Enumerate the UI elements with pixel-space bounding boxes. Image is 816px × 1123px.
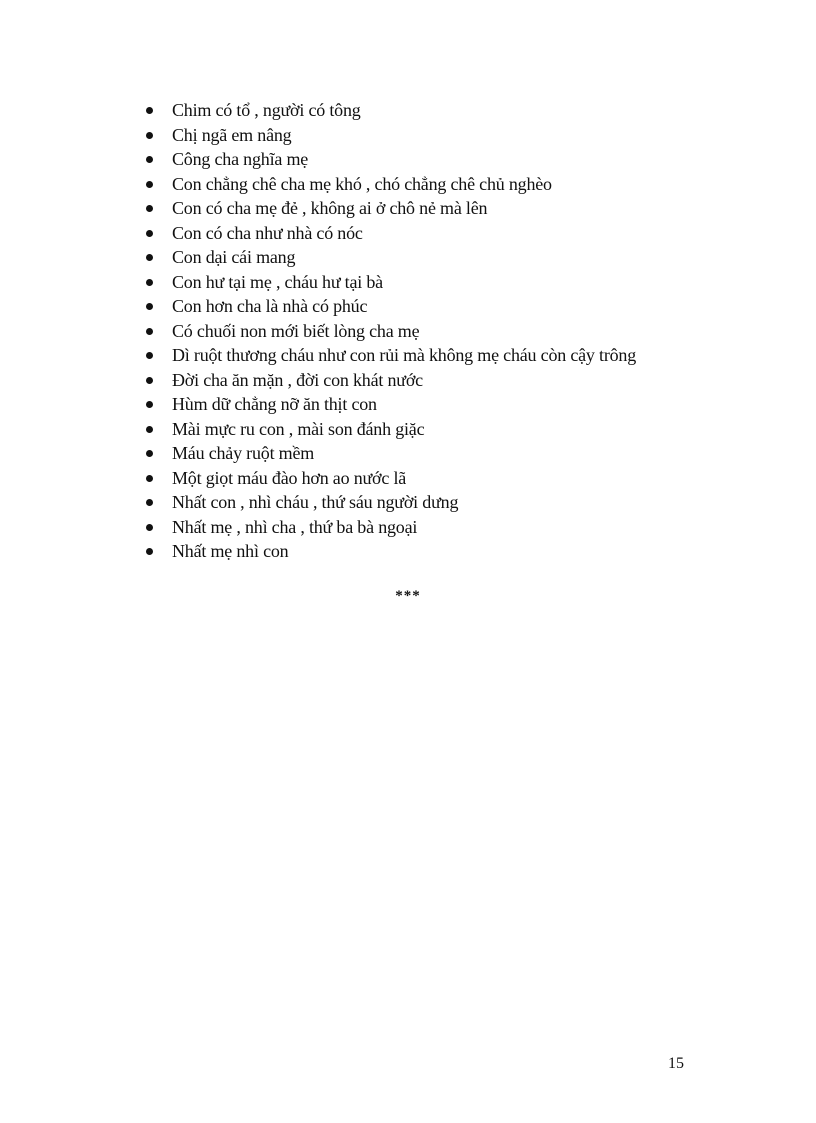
proverb-text: Dì ruột thương cháu như con rủi mà không mẹ cháu còn cậy trông [172, 345, 637, 365]
bullet-icon [146, 450, 153, 457]
proverb-text: Con hư tại mẹ , cháu hư tại bà [172, 271, 383, 292]
bullet-icon [146, 524, 153, 531]
proverb-item [146, 515, 676, 540]
proverb-text: Nhất mẹ nhì con [172, 541, 289, 561]
proverb-text: Mài mực ru con , mài son đánh giặc [172, 418, 425, 439]
proverb-text: Công cha nghĩa mẹ [172, 149, 309, 169]
proverb-text: Chim có tổ , người có tông [172, 100, 361, 120]
proverb-item [146, 490, 676, 515]
proverb-item [146, 294, 676, 319]
proverb-text: Con chẳng chê cha mẹ khó , chó chẳng chê chủ nghèo [172, 173, 552, 194]
proverb-item [146, 319, 676, 344]
section-separator: *** [395, 588, 421, 604]
proverb-text: Con có cha mẹ đẻ , không ai ở chô nẻ mà lên [172, 198, 488, 218]
proverb-item [146, 539, 676, 564]
proverb-text: Nhất con , nhì cháu , thứ sáu người dưng [172, 492, 459, 512]
bullet-icon [146, 377, 153, 384]
proverb-text: Máu chảy ruột mềm [172, 443, 315, 463]
bullet-icon [146, 426, 153, 433]
proverb-list [146, 98, 676, 564]
bullet-icon [146, 548, 153, 555]
bullet-icon [146, 401, 153, 408]
bullet-icon [146, 475, 153, 482]
proverb-item [146, 392, 676, 417]
bullet-icon [146, 279, 153, 286]
proverb-text: Con hơn cha là nhà có phúc [172, 296, 368, 316]
proverb-item [146, 98, 676, 123]
proverb-text: Con có cha như nhà có nóc [172, 222, 363, 243]
bullet-icon [146, 205, 153, 212]
proverb-item [146, 147, 676, 172]
proverb-item [146, 221, 676, 246]
proverb-item [146, 196, 676, 221]
bullet-icon [146, 328, 153, 335]
page-number: 15 [668, 1055, 684, 1072]
proverb-text: Có chuối non mới biết lòng cha mẹ [172, 320, 420, 341]
proverb-text: Hùm dữ chẳng nỡ ăn thịt con [172, 394, 377, 414]
bullet-icon [146, 181, 153, 188]
proverb-item [146, 417, 676, 442]
bullet-icon [146, 254, 153, 261]
proverb-item [146, 270, 676, 295]
proverb-item [146, 343, 676, 368]
proverb-text: Một giọt máu đào hơn ao nước lã [172, 467, 407, 488]
proverb-text: Con dại cái mang [172, 247, 296, 267]
proverb-text: Đời cha ăn mặn , đời con khát nước [172, 369, 423, 390]
proverb-item [146, 441, 676, 466]
bullet-icon [146, 230, 153, 237]
proverb-item [146, 123, 676, 148]
proverb-item [146, 368, 676, 393]
proverb-text: Nhất mẹ , nhì cha , thứ ba bà ngoại [172, 516, 418, 537]
proverb-item [146, 172, 676, 197]
proverb-item [146, 466, 676, 491]
bullet-icon [146, 499, 153, 506]
bullet-icon [146, 352, 153, 359]
bullet-icon [146, 132, 153, 139]
proverb-item [146, 245, 676, 270]
bullet-icon [146, 303, 153, 310]
proverb-text: Chị ngã em nâng [172, 124, 292, 145]
bullet-icon [146, 107, 153, 114]
bullet-icon [146, 156, 153, 163]
